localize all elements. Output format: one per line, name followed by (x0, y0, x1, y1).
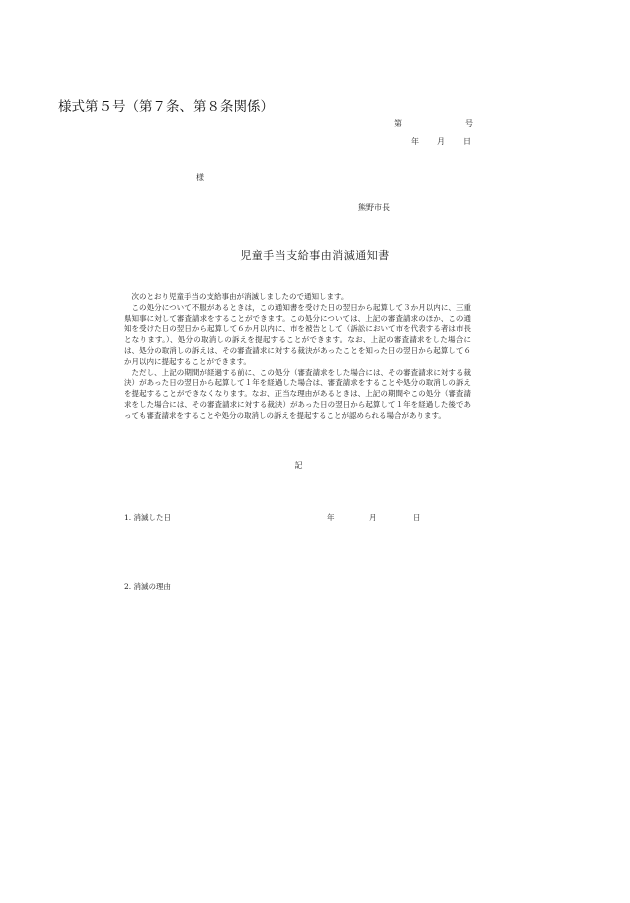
extinction-date-label: 1. 消滅した日 (124, 513, 172, 522)
extinction-date-day: 日 (413, 513, 421, 522)
extinction-date-month: 月 (369, 513, 377, 522)
issue-date-year: 年 (411, 137, 419, 146)
body-paragraph: 次のとおり児童手当の支給事由が消滅しましたので通知します。 (131, 292, 349, 301)
document-number-suffix: 号 (465, 119, 473, 128)
notice-body (124, 292, 471, 422)
issuer-name: 熊野市長 (358, 203, 390, 212)
document-title: 児童手当支給事由消滅通知書 (240, 249, 390, 262)
body-paragraph: この処分について不服があるときは，この通知書を受けた日の翌日から起算して３か月以内に、三重県知事に対して審査請求をすることができます。この処分については、上記の審査請求のほか、この通知を受けた日の翌日から起算して６か月以内に、市を被告として（訴訟において市を代表する者は市長となります。）、処分の取消しの訴えを提起することができます。なお、上記の審査請求をした場合には、処分の取消しの訴えは、その審査請求に対する裁決があったことを知った日の翌日から起算して６か月以内に提起することができます。 (124, 302, 471, 366)
extinction-date-year: 年 (327, 513, 335, 522)
form-number: 様式第５号（第７条、第８条関係） (58, 99, 274, 115)
issue-date-day: 日 (463, 137, 471, 146)
addressee-honorific: 様 (196, 173, 204, 182)
issue-date-month: 月 (437, 137, 445, 146)
body-paragraph: ただし、上記の期間が経過する前に、この処分（審査請求をした場合には、その審査請求に対する裁決）があった日の翌日から起算して１年を経過した場合は、審査請求をすることや処分の取消しの訴えを提起することができなくなります。なお、正当な理由があるときは、上記の期間やこの処分（審査請求をした場合には、その審査請求に対する裁決）があった日の翌日から起算して１年を経過した後であっても審査請求をすることや処分の取消しの訴えを提起することが認められる場合があります。 (124, 367, 471, 420)
ki-heading: 記 (294, 461, 303, 470)
document-number-prefix: 第 (394, 119, 402, 128)
extinction-reason-label: 2. 消滅の理由 (124, 582, 172, 591)
